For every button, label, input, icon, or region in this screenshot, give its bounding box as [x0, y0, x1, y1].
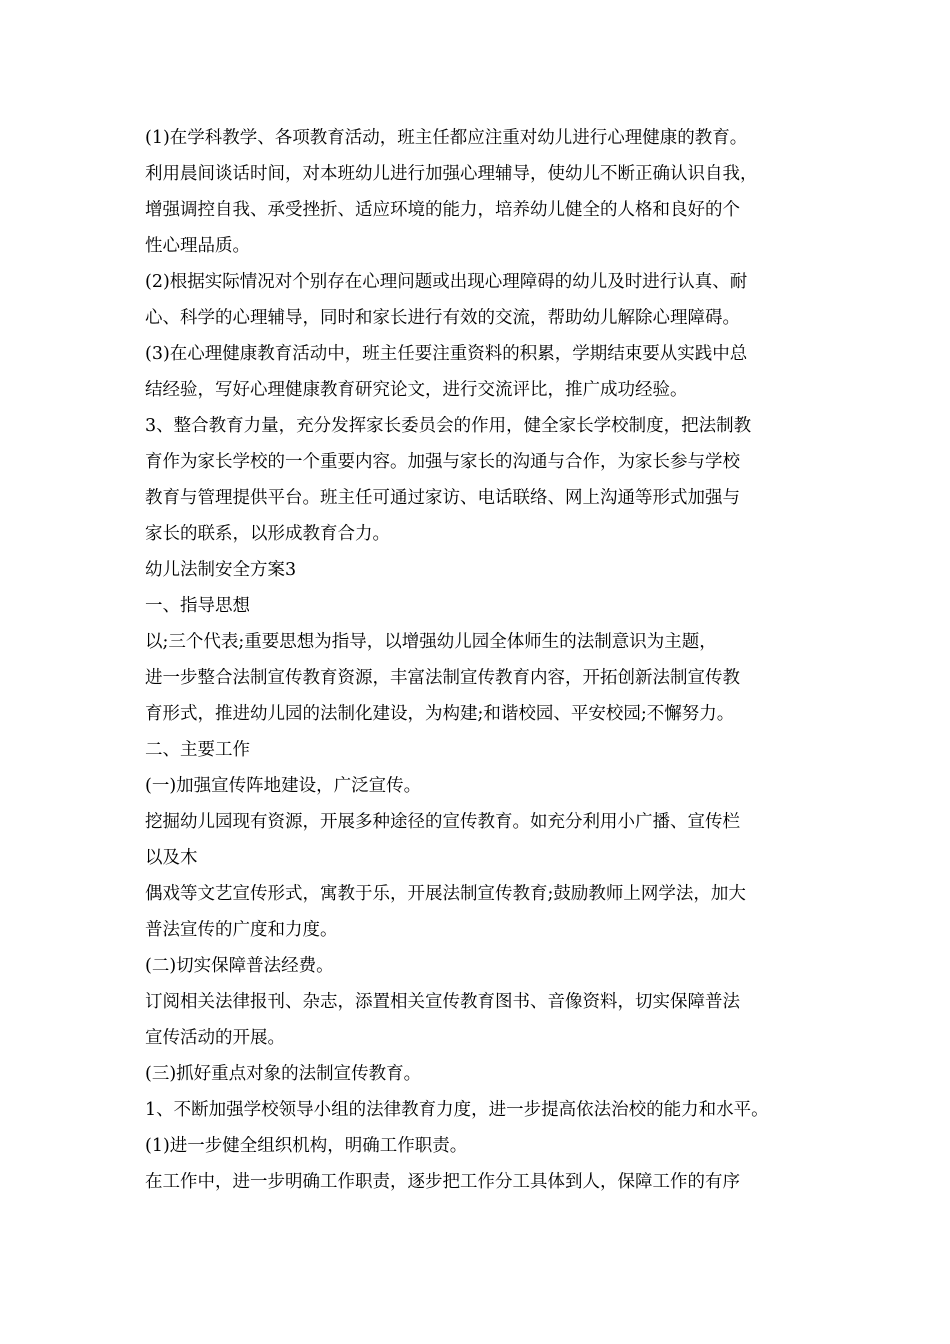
section-heading: 二、主要工作	[145, 740, 250, 760]
text-line: (3)在心理健康教育活动中，班主任要注重资料的积累，学期结束要从实践中总	[145, 344, 748, 364]
section-title: 幼儿法制安全方案3	[145, 560, 297, 580]
text-line: 偶戏等文艺宣传形式，寓教于乐，开展法制宣传教育;鼓励教师上网学法，加大	[145, 884, 746, 904]
text-line: 教育与管理提供平台。班主任可通过家访、电话联络、网上沟通等形式加强与	[145, 488, 740, 508]
text-line: 进一步整合法制宣传教育资源，丰富法制宣传教育内容，开拓创新法制宣传教	[145, 668, 740, 688]
text-line: 普法宣传的广度和力度。	[145, 920, 338, 940]
text-line: 利用晨间谈话时间，对本班幼儿进行加强心理辅导，使幼儿不断正确认识自我，	[145, 164, 758, 184]
subsection-heading: (三)抓好重点对象的法制宣传教育。	[145, 1064, 422, 1084]
text-line: 以及木	[145, 848, 198, 868]
text-line: (2)根据实际情况对个别存在心理问题或出现心理障碍的幼儿及时进行认真、耐	[145, 272, 748, 292]
text-line: (1)进一步健全组织机构，明确工作职责。	[145, 1136, 468, 1156]
document-body	[145, 120, 825, 1200]
text-line: 1、不断加强学校领导小组的法律教育力度，进一步提高依法治校的能力和水平。	[145, 1100, 769, 1120]
text-line: 以;三个代表;重要思想为指导，以增强幼儿园全体师生的法制意识为主题，	[145, 632, 717, 652]
text-line: (1)在学科教学、各项教育活动，班主任都应注重对幼儿进行心理健康的教育。	[145, 128, 748, 148]
text-line: 3、整合教育力量，充分发挥家长委员会的作用，健全家长学校制度，把法制教	[145, 416, 752, 436]
text-line: 订阅相关法律报刊、杂志，添置相关宣传教育图书、音像资料，切实保障普法	[145, 992, 740, 1012]
text-line: 心、科学的心理辅导，同时和家长进行有效的交流，帮助幼儿解除心理障碍。	[145, 308, 740, 328]
text-line: 家长的联系，以形成教育合力。	[145, 524, 390, 544]
text-line: 性心理品质。	[145, 236, 250, 256]
text-line: 宣传活动的开展。	[145, 1028, 285, 1048]
section-heading: 一、指导思想	[145, 596, 250, 616]
subsection-heading: (二)切实保障普法经费。	[145, 956, 334, 976]
text-line: 挖掘幼儿园现有资源，开展多种途径的宣传教育。如充分利用小广播、宣传栏	[145, 812, 740, 832]
text-line: 育作为家长学校的一个重要内容。加强与家长的沟通与合作，为家长参与学校	[145, 452, 740, 472]
text-line: 结经验，写好心理健康教育研究论文，进行交流评比，推广成功经验。	[145, 380, 688, 400]
text-line: 育形式，推进幼儿园的法制化建设，为构建;和谐校园、平安校园;不懈努力。	[145, 704, 735, 724]
text-line: 增强调控自我、承受挫折、适应环境的能力，培养幼儿健全的人格和良好的个	[145, 200, 740, 220]
text-line: 在工作中，进一步明确工作职责，逐步把工作分工具体到人，保障工作的有序	[145, 1172, 740, 1192]
subsection-heading: (一)加强宣传阵地建设，广泛宣传。	[145, 776, 422, 796]
